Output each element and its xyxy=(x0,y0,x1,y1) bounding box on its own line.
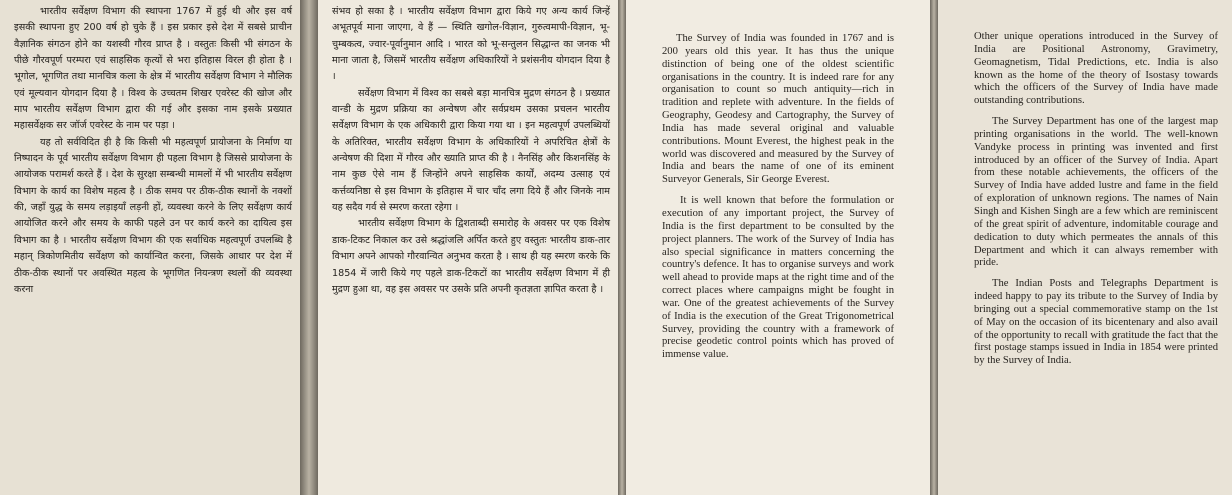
english-right-paragraph-2: The Survey Department has one of the largest map printing organisations in the world. The well-known Vandyke process in printing was invented and first introduced by an officer of the Survey of India. Apart from these notable achievements, the officers of the Survey of India have added lustre and fame in the field of exploration of unknown regions. The names of Nain Singh and Kishen Singh are a few which are reminiscent of the great spirit of adventure, indomitable courage and dedication to duty which permeates the annals of this Department and which it can always remember with pride. xyxy=(974,116,1218,269)
panel-fold xyxy=(300,0,318,495)
hindi-panel-right xyxy=(318,0,618,495)
english-right-paragraph-3: The Indian Posts and Telegraphs Department is indeed happy to pay its tribute to the Survey of India by bringing out a special commemorative stamp on the 1st of May on the occasion of its bicentenary and also avail of the opportunity to recall with gratitude the fact that the first postage stamps issued in India in 1854 were printed by the Survey of India. xyxy=(974,278,1218,367)
english-panel-left xyxy=(626,0,930,495)
hindi-left-paragraph-1: भारतीय सर्वेक्षण विभाग की स्थापना 1767 में हुई थी और इस वर्ष इसकी स्थापना हुए 200 वर्ष हो चुके हैं । इस प्रकार इसे देश में सबसे प्राचीन वैज्ञानिक संगठन होने का यशस्वी गौरव प्राप्त है । वस्तुतः किसी भी संगठन के पीछे गौरवपूर्ण परम्परा एवं साहसिक कृत्यों से भरा इतिहास विरल ही होता है । भूगोल, भूगणित तथा मानचित्र कला के क्षेत्र में भारतीय सर्वेक्षण विभाग ने मौलिक एवं मूल्यवान योगदान दिया है । विश्व के उच्चतम शिखर एवरेस्ट की खोज और माप भारतीय सर्वेक्षण विभाग द्वारा की गई और इसका नाम इसके प्रख्यात महासर्वेक्षक सर जॉर्ज एवरेस्ट के नाम पर पड़ा । xyxy=(14,6,292,132)
hindi-panel-left xyxy=(0,0,300,495)
english-left-paragraph-2: It is well known that before the formulation or execution of any important project, the Survey of India is the first department to be consulted by the project planners. The work of the Survey of India has also special significance in matters concerning the country's defence. It has to organise surveys and work well ahead to provide maps at the right time and of the correct places where campaigns might be fought in war. One of the greatest achievements of the Survey of India is the execution of the Great Trigonometrical Survey, providing the country with a framework of precise geodetic control points which has proved of immense value. xyxy=(662,195,894,361)
english-panel-right xyxy=(938,0,1232,495)
panel-fold xyxy=(930,0,938,495)
hindi-left-paragraph-2: यह तो सर्वविदित ही है कि किसी भी महत्वपूर्ण प्रायोजना के निर्माण या निष्पादन के पूर्व भारतीय सर्वेक्षण विभाग ही पहला विभाग है जिससे प्रायोजना के आयोजक परामर्श करते हैं । देश के सुरक्षा सम्बन्धी मामलों में भी भारतीय सर्वेक्षण विभाग के कार्य का विशेष महत्व है । ठीक समय पर ठीक-ठीक स्थानों के नक्शों की, जहाँ युद्ध के समय लड़ाइयाँ लड़नी हों, व्यवस्था करने के लिए सर्वेक्षण कार्य आयोजित करने और समय के काफी पहले उन पर कार्य करने का दायित्व इस विभाग का है । भारतीय सर्वेक्षण विभाग की एक सर्वाधिक महत्वपूर्ण उपलब्धि है महान् त्रिकोणमितीय सर्वेक्षण को कार्यान्वित करना, जिसके आधार पर देश में ठीक-ठीक स्थानों पर अवस्थित महत्व के भूगणित नियन्त्रण स्थलों की व्यवस्था करना xyxy=(14,136,292,295)
english-text-left xyxy=(626,0,930,362)
hindi-right-paragraph-1: संभव हो सका है । भारतीय सर्वेक्षण विभाग द्वारा किये गए अन्य कार्य जिन्हें अभूतपूर्व माना जाएगा, वे हैं — स्थिति खगोल-विज्ञान, गुरुत्वमापी-विज्ञान, भू-चुम्बकत्व, ज्वार-पूर्वानुमान आदि । भारत को भू-सन्तुलन सिद्धान्त का जनक भी माना जाता है, जिसमें भारतीय सर्वेक्षण अधिकारियों ने प्रशंसनीय योगदान दिया है । xyxy=(332,6,610,83)
english-left-paragraph-1: The Survey of India was founded in 1767 and is 200 years old this year. It has thus the unique distinction of being one of the oldest scientific organisations in the country. It is indeed rare for any organisation to count so much antiquity—rich in tradition and replete with adventure. In the fields of Geography, Geodesy and Cartography, the Survey of India has made several original and valuable contributions. Mount Everest, the highest peak in the world was discovered and measured by the Survey of India and bears the name of one of its eminent Surveyor Generals, Sir George Everest. xyxy=(662,33,894,186)
hindi-right-paragraph-2: सर्वेक्षण विभाग में विश्व का सबसे बड़ा मानचित्र मुद्रण संगठन है । प्रख्यात वान्डी के मुद्रण प्रक्रिया का अन्वेषण और सर्वप्रथम उसका प्रचलन भारतीय सर्वेक्षण विभाग के एक अधिकारी द्वारा किया गया था । इन महत्वपूर्ण उपलब्धियों के अतिरिक्त, भारतीय सर्वेक्षण विभाग के अधिकारियों ने अपरिचित क्षेत्रों के अन्वेषण की दिशा में गौरव और ख्याति प्राप्त की है । नैनसिंह और किशनसिंह के नाम कुछ ऐसे नाम हैं जिन्होंने अपने साहसिक कार्यों, अदम्य उत्साह एवं कर्त्तव्यनिष्ठा से इस विभाग के इतिहास में चार चाँद लगा दिये हैं और जिनके नाम यह सदैव गर्व से स्मरण करता रहेगा । xyxy=(332,87,610,214)
hindi-text-left xyxy=(0,0,300,298)
hindi-right-paragraph-3: भारतीय सर्वेक्षण विभाग के द्विशताब्दी समारोह के अवसर पर एक विशेष डाक-टिकट निकाल कर उसे श्रद्धांजलि अर्पित करते हुए वस्तुतः भारतीय डाक-तार विभाग अपने आपको गौरवान्वित अनुभव करता है । साथ ही यह स्मरण करके कि 1854 में जारी किये गए पहले डाक-टिकटों का भारतीय सर्वेक्षण विभाग में ही मुद्रण हुआ था, वह इस अवसर पर उसके प्रति अपनी कृतज्ञता ज्ञापित करता है । xyxy=(332,218,610,295)
panel-fold xyxy=(618,0,626,495)
english-text-right xyxy=(938,0,1232,368)
english-right-paragraph-1: Other unique operations introduced in the Survey of India are Positional Astronomy, Gravimetry, Geomagnetism, Tidal Predictions, etc. India is also known as the home of the theory of Isostasy towards which the officers of the Survey of India have made outstanding contributions. xyxy=(974,31,1218,107)
hindi-text-right xyxy=(318,0,618,298)
